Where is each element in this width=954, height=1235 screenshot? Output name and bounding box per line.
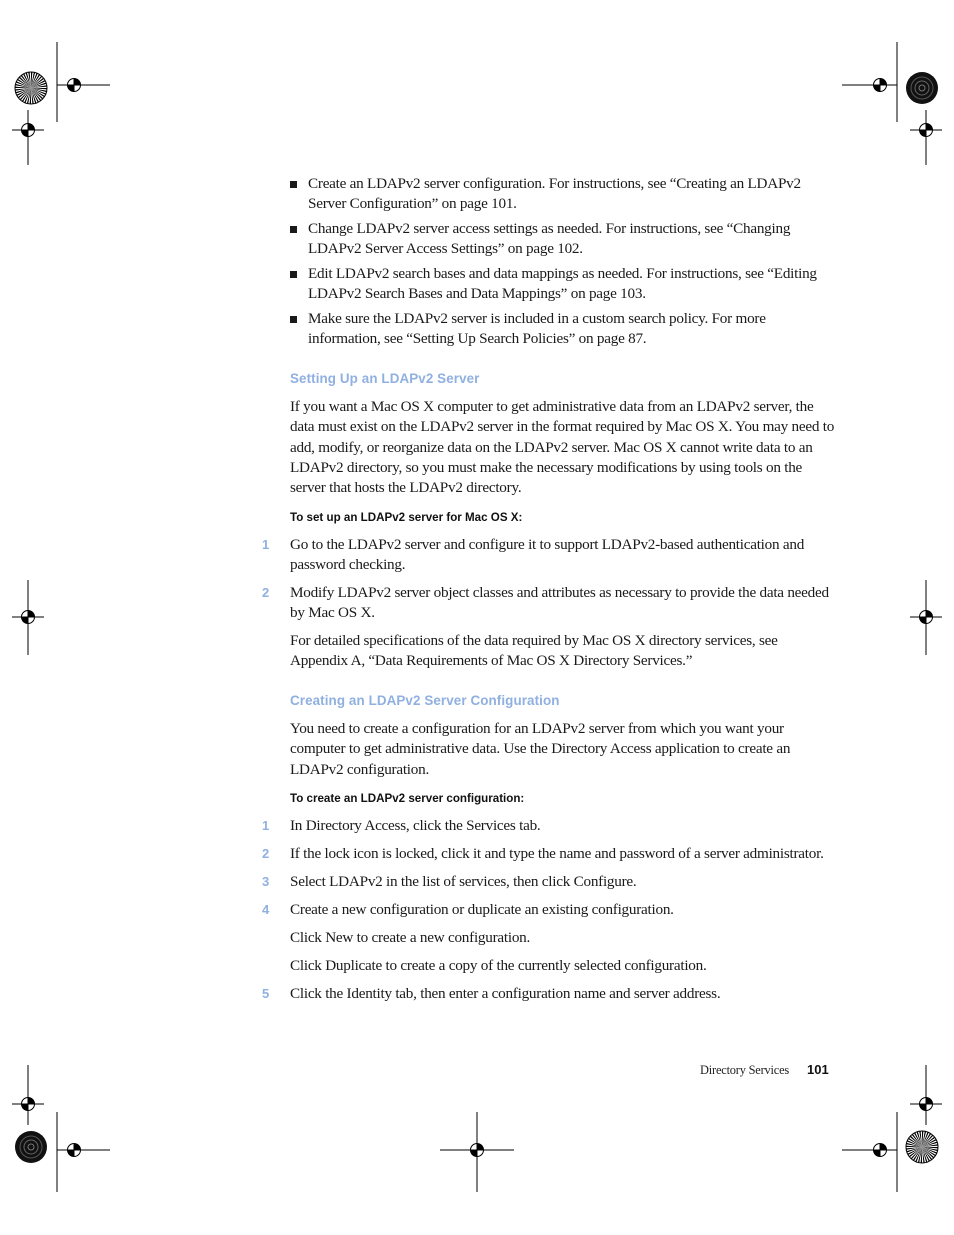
crosshair-icon [874,79,887,92]
crosshair-icon [874,1144,887,1157]
step-number: 1 [262,537,269,552]
step-text: Create a new configuration or duplicate an existing configuration. [290,901,674,918]
step-text: If the lock icon is locked, click it and type the name and password of a server administrator. [290,845,824,862]
step-number: 3 [262,874,269,889]
step-sub-note: Click New to create a new configuration. [290,929,531,946]
step-text: Select LDAPv2 in the list of services, then click Configure. [290,873,637,890]
list-item-text: Create an LDAPv2 server configuration. For instructions, see “Creating an LDAPv2 Server Configuration” on page 101. [308,175,801,213]
starburst-icon [906,1131,938,1163]
bullet-icon [290,226,297,233]
step-text: In Directory Access, click the Services tab. [290,817,541,834]
crosshair-icon [471,1144,484,1157]
section-intro: If you want a Mac OS X computer to get administrative data from an LDAPv2 server, the data must exist on the LDAPv2 server in the format required by Mac OS X. You may need to add, modify, or reorganize data on the LDAPv2 server. Mac OS X cannot write data to an LDAPv2 directory, so you must make the necessary modifications by using tools on the server that hosts the LDAPv2 directory. [290,398,835,497]
step-number: 4 [262,902,269,917]
section-intro: You need to create a configuration for an LDAPv2 server from which you want your computer to get administrative data. Use the Directory Access application to create an LDAPv2 configuration. [290,720,791,778]
task-heading: To create an LDAPv2 server configuration: [290,792,525,805]
step-number: 2 [262,846,269,861]
list-item-text: Make sure the LDAPv2 server is included in a custom search policy. For more information, see “Setting Up Search Policies” on page 87. [308,310,766,348]
crosshair-icon [22,1098,35,1111]
step-number: 5 [262,986,269,1001]
step-text: Click the Identity tab, then enter a configuration name and server address. [290,985,721,1002]
crosshair-icon [920,124,933,137]
crosshair-icon [68,1144,81,1157]
registration-target-icon [15,1131,47,1163]
page-number: 101 [807,1062,829,1077]
bullet-icon [290,316,297,323]
bullet-icon [290,181,297,188]
crosshair-icon [920,1098,933,1111]
list-item-text: Change LDAPv2 server access settings as needed. For instructions, see “Changing LDAPv2 Server Access Settings” on page 102. [308,220,791,258]
section-heading: Setting Up an LDAPv2 Server [290,371,480,386]
crosshair-icon [22,611,35,624]
footer-section-title: Directory Services [700,1063,789,1077]
crosshair-icon [920,611,933,624]
step-number: 2 [262,585,269,600]
step-sub-note: Click Duplicate to create a copy of the currently selected configuration. [290,957,707,974]
step-number: 1 [262,818,269,833]
starburst-icon [15,72,47,104]
task-heading: To set up an LDAPv2 server for Mac OS X: [290,511,523,524]
bullet-icon [290,271,297,278]
list-item-text: Edit LDAPv2 search bases and data mappings as needed. For instructions, see “Editing LDAPv2 Search Bases and Data Mappings” on page 103. [308,265,817,303]
step-note: For detailed specifications of the data required by Mac OS X directory services, see Appendix A, “Data Requirements of Mac OS X Directory Services.” [290,632,778,670]
crosshair-icon [68,79,81,92]
registration-target-icon [906,72,938,104]
crosshair-icon [22,124,35,137]
step-text: Modify LDAPv2 server object classes and attributes as necessary to provide the data needed by Mac OS X. [290,584,829,622]
step-text: Go to the LDAPv2 server and configure it to support LDAPv2-based authentication and password checking. [290,536,805,574]
section-heading: Creating an LDAPv2 Server Configuration [290,693,560,708]
